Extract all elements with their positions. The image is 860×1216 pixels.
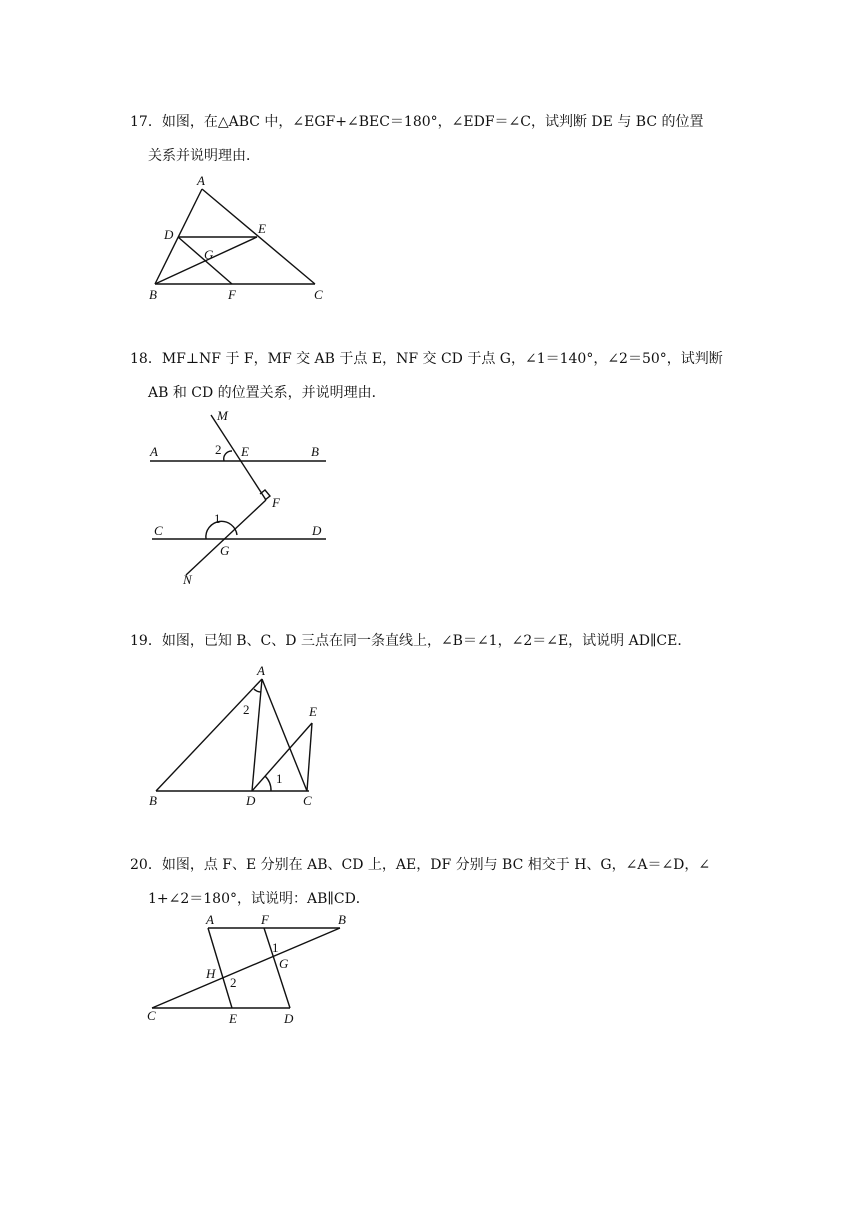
label-angle-2: 2 (243, 702, 250, 717)
label-D: D (164, 227, 174, 242)
label-E: E (241, 444, 249, 459)
label-C: C (314, 287, 323, 302)
label-N: N (183, 572, 192, 587)
label-A: A (197, 173, 205, 188)
problem-20-text-line2: 1+∠2＝180°，试说明：AB∥CD． (148, 891, 370, 907)
problem-17-text-line2: 关系并说明理由． (148, 148, 260, 164)
label-D: D (246, 793, 256, 808)
label-C: C (303, 793, 312, 808)
label-F: F (228, 287, 236, 302)
problem-18-text-line1: 18．MF⊥NF 于 F，MF 交 AB 于点 E，NF 交 CD 于点 G，∠1＝140°，∠2＝50°，试判断 (130, 351, 723, 367)
label-F: F (272, 495, 280, 510)
problem-20-figure (140, 910, 360, 1030)
label-C: C (147, 1008, 156, 1023)
label-E: E (258, 221, 266, 236)
label-B: B (311, 444, 319, 459)
label-angle-2: 2 (230, 975, 237, 990)
label-angle-1: 1 (276, 771, 283, 786)
problem-17-text-line1: 17．如图，在△ABC 中，∠EGF+∠BEC＝180°，∠EDF＝∠C，试判断 DE 与 BC 的位置 (130, 114, 704, 130)
label-A: A (206, 912, 214, 927)
label-G: G (204, 247, 214, 262)
label-E: E (309, 704, 317, 719)
label-D: D (312, 523, 322, 538)
label-C: C (154, 523, 163, 538)
label-D: D (284, 1011, 294, 1026)
label-angle-1: 1 (272, 940, 279, 955)
label-F: F (261, 912, 269, 927)
problem-20-text-line1: 20．如图，点 F、E 分别在 AB、CD 上，AE，DF 分别与 BC 相交于 H、G，∠A＝∠D，∠ (130, 857, 711, 873)
label-G: G (220, 543, 230, 558)
label-G: G (279, 956, 289, 971)
label-B: B (338, 912, 346, 927)
label-M: M (217, 408, 228, 423)
problem-19-figure (140, 660, 340, 810)
label-B: B (149, 793, 157, 808)
label-angle-2: 2 (215, 442, 222, 457)
problem-18-figure (140, 407, 340, 587)
label-H: H (206, 966, 216, 981)
label-angle-1: 1 (214, 511, 221, 526)
label-B: B (149, 287, 157, 302)
label-A: A (150, 444, 158, 459)
problem-19-text-line1: 19．如图，已知 B、C、D 三点在同一条直线上，∠B＝∠1，∠2＝∠E，试说明 AD∥CE． (130, 633, 692, 649)
problem-17-figure (140, 172, 340, 302)
label-E: E (229, 1011, 237, 1026)
problem-18-text-line2: AB 和 CD 的位置关系，并说明理由． (148, 385, 386, 401)
label-A: A (257, 663, 265, 678)
